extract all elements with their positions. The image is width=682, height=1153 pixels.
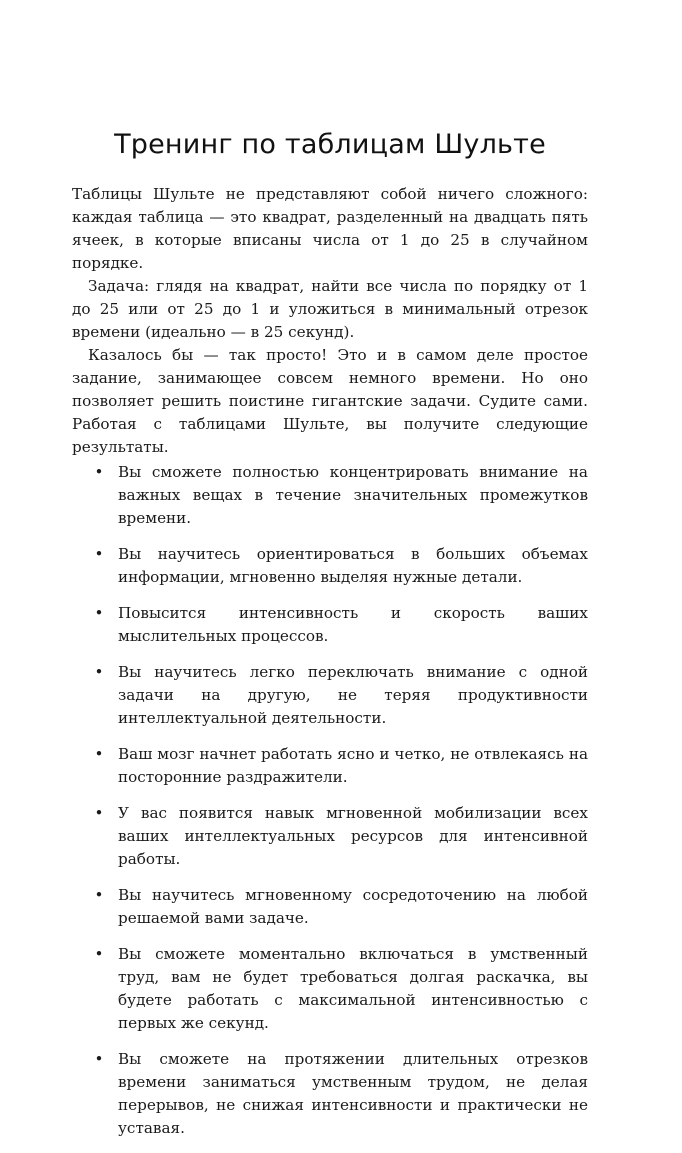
list-item-text: Вы сможете полностью концентрировать внимание на важных вещах в течение значительных промежутков времени. <box>118 463 588 527</box>
list-item <box>72 661 588 730</box>
list-item <box>72 884 588 930</box>
list-item-text: Вы научитесь легко переключать внимание с одной задачи на другую, не теряя продуктивности интеллектуальной деятельности. <box>118 663 588 727</box>
list-item <box>72 1048 588 1140</box>
bullet-icon: • <box>94 463 104 481</box>
list-item-text: Вы сможете моментально включаться в умственный труд, вам не будет требоваться долгая раскачка, вы будете работать с максимальной интенсивностью с первых же секунд. <box>118 945 588 1032</box>
paragraph-results: Казалось бы — так просто! Это и в самом деле простое задание, занимающее совсем немного времени. Но оно позволяет решить поистине гигантские задачи. Судите сами. Работая с таблицами Шульте, вы получите следующие результаты. <box>72 346 588 456</box>
list-item-text: Вы научитесь ориентироваться в больших объемах информации, мгновенно выделяя нужные детали. <box>118 545 588 586</box>
list-item <box>72 802 588 871</box>
bullet-icon: • <box>94 945 104 963</box>
list-item <box>72 602 588 648</box>
bullet-icon: • <box>94 604 104 622</box>
bullet-icon: • <box>94 745 104 763</box>
paragraph-task: Задача: глядя на квадрат, найти все числа по порядку от 1 до 25 или от 25 до 1 и уложиться в минимальный отрезок времени (идеально — в 25 секунд). <box>72 277 588 341</box>
bullet-icon: • <box>94 663 104 681</box>
bullet-icon: • <box>94 886 104 904</box>
page-body <box>72 183 588 1153</box>
bullet-icon: • <box>94 804 104 822</box>
list-item-text: У вас появится навык мгновенной мобилизации всех ваших интеллектуальных ресурсов для интенсивной работы. <box>118 804 588 868</box>
list-item <box>72 461 588 530</box>
list-item-text: Ваш мозг начнет работать ясно и четко, не отвлекаясь на посторонние раздражители. <box>118 745 588 786</box>
list-item <box>72 943 588 1035</box>
bullet-icon: • <box>94 1050 104 1068</box>
bullet-icon: • <box>94 545 104 563</box>
results-list <box>72 461 588 1140</box>
list-item-text: Вы сможете на протяжении длительных отрезков времени заниматься умственным трудом, не делая перерывов, не снижая интенсивности и практически не уставая. <box>118 1050 588 1137</box>
chapter-title: Тренинг по таблицам Шульте <box>114 129 546 160</box>
list-item <box>72 543 588 589</box>
list-item <box>72 743 588 789</box>
paragraph-intro: Таблицы Шульте не представляют собой ничего сложного: каждая таблица — это квадрат, разделенный на двадцать пять ячеек, в которые вписаны числа от 1 до 25 в случайном порядке. <box>72 185 588 272</box>
list-item-text: Повысится интенсивность и скорость ваших мыслительных процессов. <box>118 604 588 645</box>
list-item-text: Вы научитесь мгновенному сосредоточению на любой решаемой вами задаче. <box>118 886 588 927</box>
